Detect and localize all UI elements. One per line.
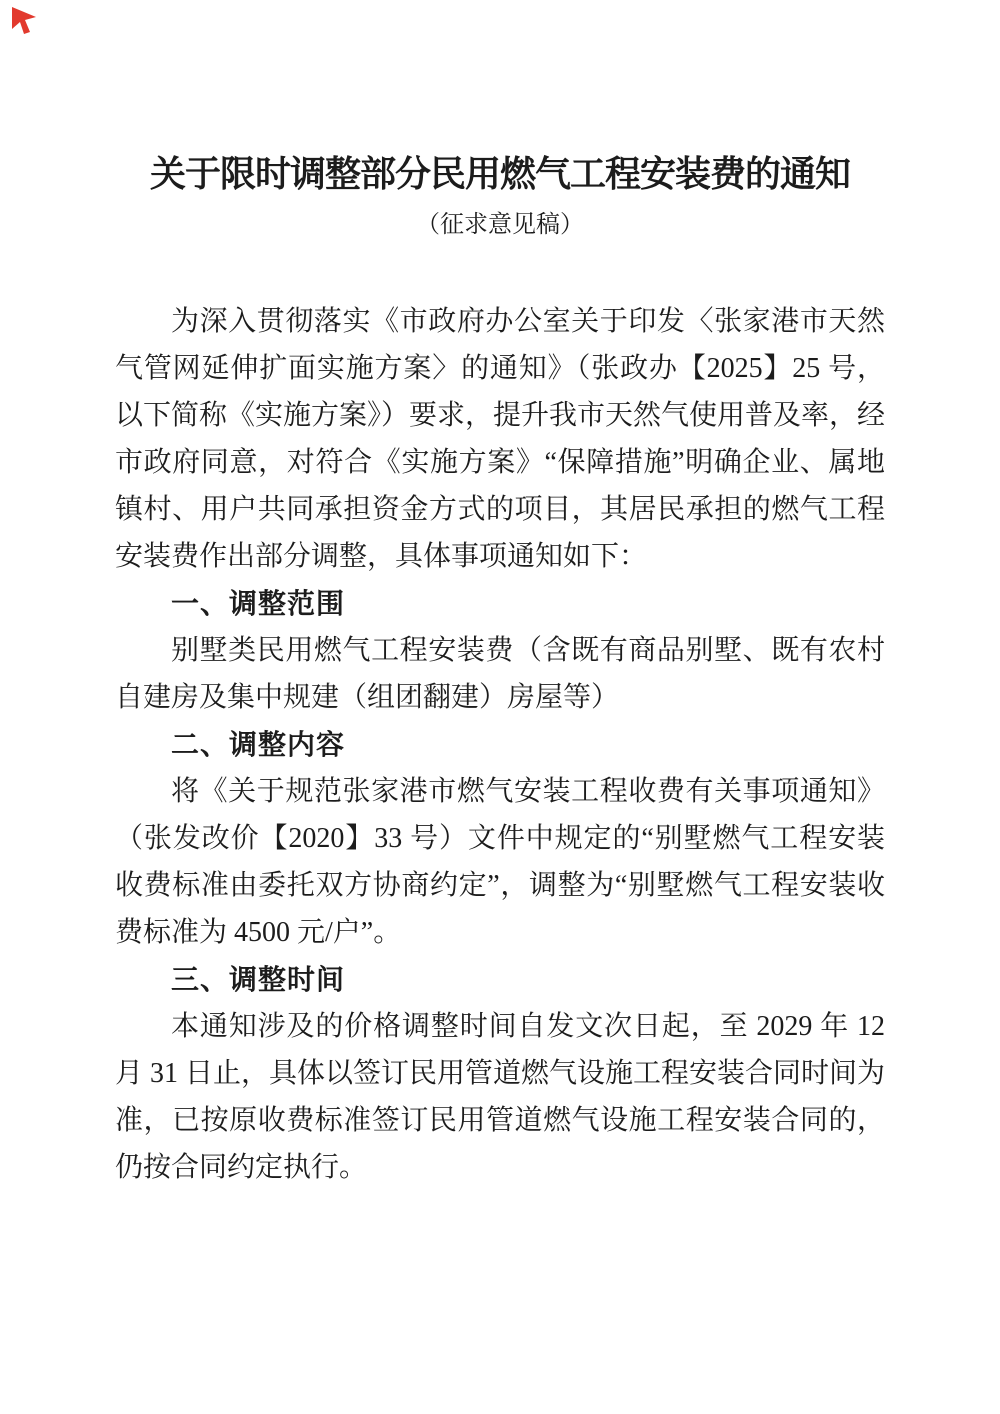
- paragraph-scope: 别墅类民用燃气工程安装费（含既有商品别墅、既有农村自建房及集中规建（组团翻建）房屋等）: [115, 635, 885, 713]
- paragraph-content: 将《关于规范张家港市燃气安装工程收费有关事项通知》（张发改价【2020】33 号）文件中规定的“别墅燃气工程安装收费标准由委托双方协商约定”，调整为“别墅燃气工程安装收费标准为 4500 元/户”。: [115, 776, 885, 948]
- document-subtitle: （征求意见稿）: [416, 212, 584, 238]
- paragraph-time: 本通知涉及的价格调整时间自发文次日起，至 2029 年 12 月 31 日止，具体以签订民用管道燃气设施工程安装合同时间为准，已按原收费标准签订民用管道燃气设施工程安装合同的，仍按合同约定执行。: [115, 1011, 886, 1183]
- document-body: [115, 298, 885, 1191]
- paragraph-intro: 为深入贯彻落实《市政府办公室关于印发〈张家港市天然气管网延伸扩面实施方案〉的通知》（张政办【2025】25 号，以下简称《实施方案》）要求，提升我市天然气使用普及率，经市政府同意，对符合《实施方案》“保障措施”明确企业、属地镇村、用户共同承担资金方式的项目，其居民承担的燃气工程安装费作出部分调整，具体事项通知如下：: [115, 306, 886, 572]
- document-title: 关于限时调整部分民用燃气工程安装费的通知: [149, 154, 850, 194]
- section-heading-time: 三、调整时间: [171, 964, 346, 995]
- section-heading-scope: 一、调整范围: [171, 588, 346, 619]
- section-heading-content: 二、调整内容: [171, 729, 346, 760]
